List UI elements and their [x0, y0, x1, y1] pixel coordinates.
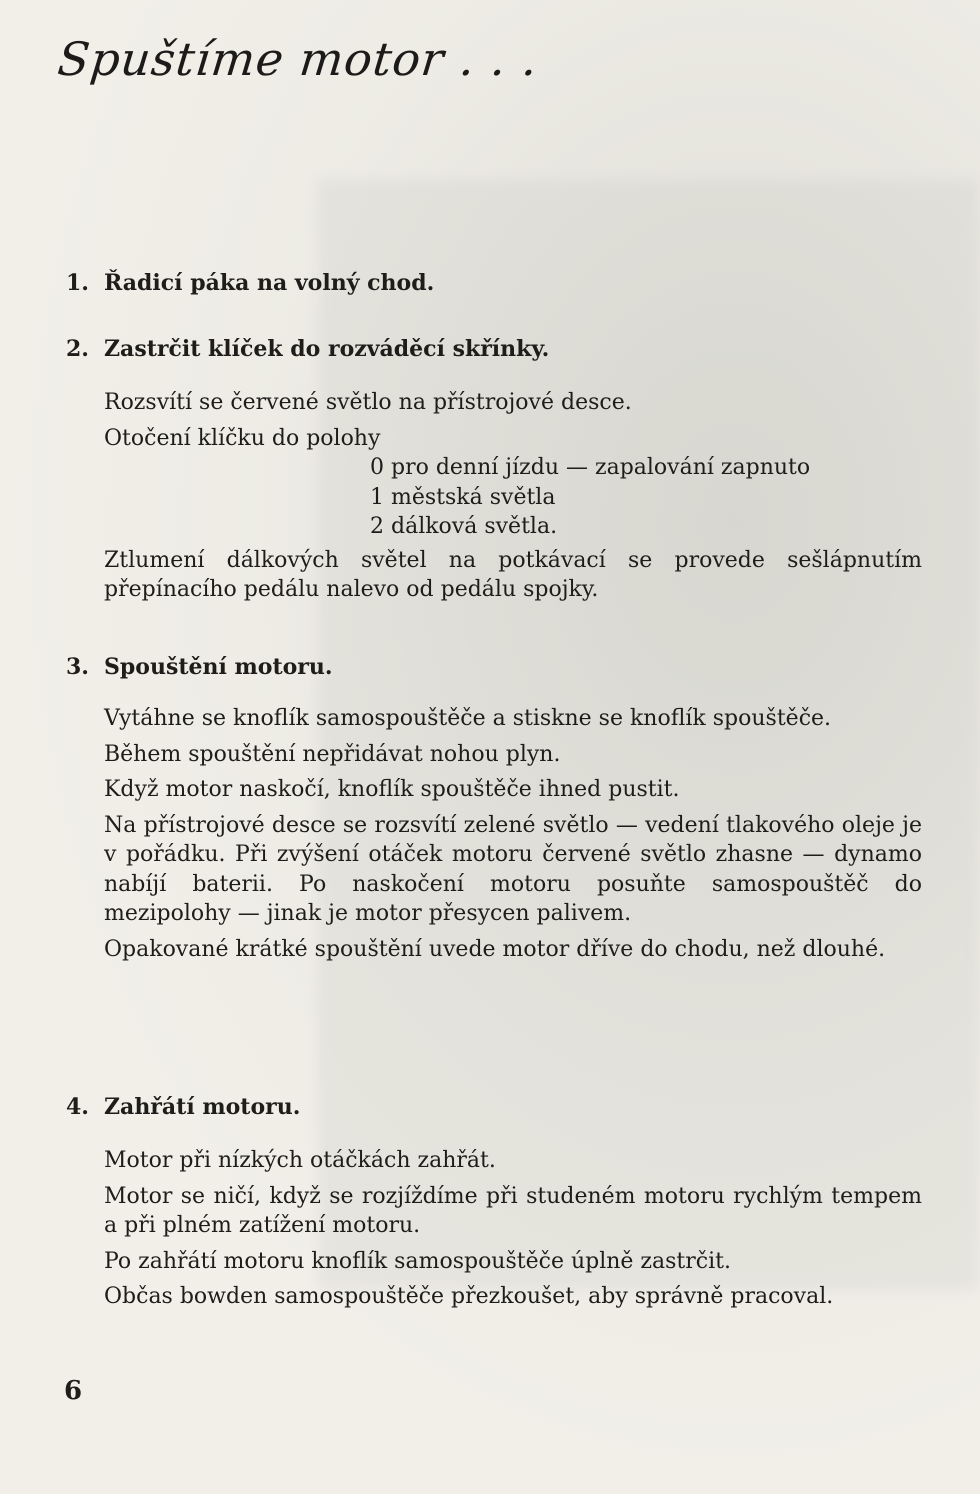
paragraph: Po zahřátí motoru knoflík samospouštěče úplně zastrčit. [104, 1248, 731, 1274]
section-title: Zastrčit klíček do rozváděcí skřínky. [104, 336, 550, 362]
page-title: Spuštíme motor . . . [55, 32, 541, 86]
page-number: 6 [64, 1376, 83, 1406]
section-title: Zahřátí motoru. [104, 1094, 301, 1120]
section-title: Řadicí páka na volný chod. [104, 270, 435, 296]
section-2-heading [66, 334, 926, 364]
section-3-heading [66, 652, 926, 682]
paragraph: Otočení klíčku do polohy [104, 425, 381, 451]
section-1 [66, 268, 926, 298]
key-positions-list [370, 453, 926, 542]
section-number: 4. [66, 1094, 89, 1120]
paragraph: Když motor naskočí, knoflík spouštěče ihned pustit. [104, 777, 680, 802]
paragraph: Rozsvítí se červené světlo na přístrojové desce. [104, 390, 632, 415]
section-1-heading [66, 268, 926, 298]
section-4-heading [66, 1092, 926, 1122]
section-2 [66, 334, 926, 605]
section-number: 1. [66, 270, 89, 296]
paragraph: Ztlumení dálkových světel na potkávací se provede sešlápnutím přepínacího pedálu nalevo od pedálu spojky. [104, 547, 922, 602]
section-4 [66, 1092, 926, 1312]
section-title: Spouštění motoru. [104, 654, 333, 680]
paragraph: Motor se ničí, když se rozjíždíme při studeném motoru rychlým tempem a při plném zatížení motoru. [104, 1183, 922, 1238]
key-position-0: 0 pro denní jízdu — zapalování zapnuto [370, 455, 811, 480]
paragraph: Během spouštění nepřidávat nohou plyn. [104, 741, 561, 767]
section-number: 3. [66, 654, 89, 680]
key-position-2: 2 dálková světla. [370, 514, 558, 539]
paragraph: Vytáhne se knoflík samospouštěče a stiskne se knoflík spouštěče. [104, 706, 832, 731]
paragraph: Občas bowden samospouštěče přezkoušet, aby správně pracoval. [104, 1284, 834, 1309]
paragraph: Motor při nízkých otáčkách zahřát. [104, 1148, 496, 1173]
section-number: 2. [66, 336, 89, 362]
section-3 [66, 652, 926, 964]
paragraph: Na přístrojové desce se rozsvítí zelené světlo — vedení tlakového oleje je v pořádku. Při zvýšení otáček motoru červené světlo zhasne — dynamo nabíjí baterii. Po naskočení motoru posuňte samospouštěč do mezipolohy — jinak je motor přesycen palivem. [104, 812, 922, 926]
paragraph: Opakované krátké spouštění uvede motor dříve do chodu, než dlouhé. [104, 936, 886, 962]
key-position-1: 1 městská světla [370, 484, 556, 510]
